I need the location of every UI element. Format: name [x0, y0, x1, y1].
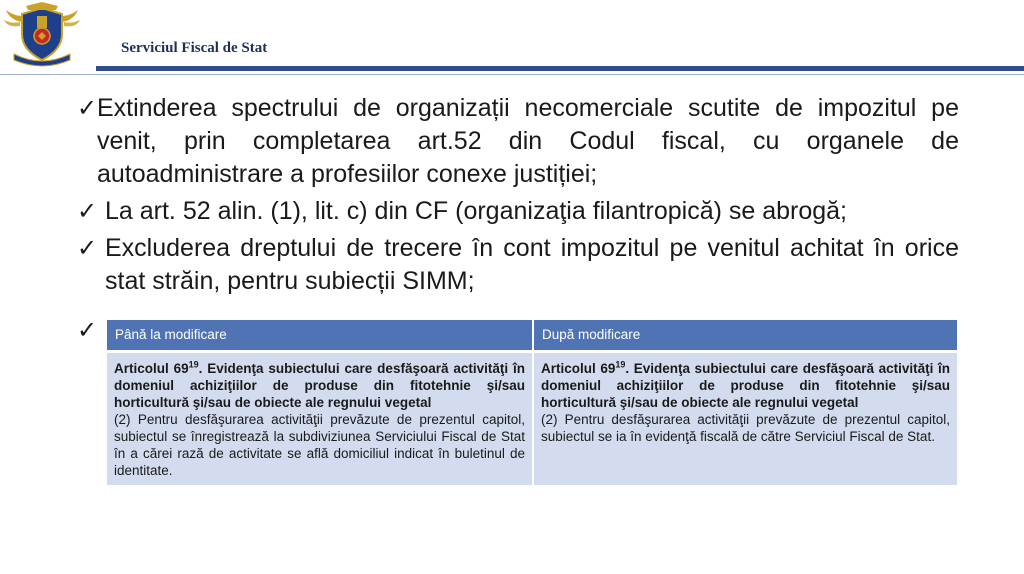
header-divider — [96, 66, 1024, 71]
bullet-item — [77, 232, 959, 298]
header-divider-thin — [0, 74, 1024, 75]
table-row — [107, 352, 957, 486]
bullet-text: Excluderea dreptului de trecere în cont impozitul pe venitul achitat în orice stat străin, pentru subiecții SIMM; — [105, 234, 959, 295]
column-header-before: Până la modificare — [107, 320, 533, 352]
bullet-item — [77, 195, 959, 228]
bullet-item — [77, 92, 959, 191]
article-body: (2) Pentru desfăşurarea activităţii prevăzute de prezentul capitol, subiectul se ia în evidenţă fiscală de către Serviciul Fiscal de Stat. — [541, 412, 950, 444]
bullet-text: Extinderea spectrului de organizații necomerciale scutite de impozitul pe venit, prin completarea art.52 din Codul fiscal, cu organele de autoadministrare a profesiilor conexe justiției; — [97, 94, 959, 188]
bullet-text: La art. 52 alin. (1), lit. c) din CF (organizaţia filantropică) se abrogă; — [105, 197, 848, 225]
bullet-list — [77, 92, 959, 302]
checkmark-icon: ✓ — [77, 317, 98, 344]
coat-of-arms-emblem-icon — [4, 2, 80, 70]
article-title: Articolul $69^{19}$. Evidenţa subiectului care desfăşoară activităţi în domeniul achiziţiilor de produse din fitotehnie şi/sau horticultură şi/sau de obiecte ale regnului vegetal — [541, 359, 950, 410]
column-header-after: După modificare — [533, 320, 957, 352]
checkmark-icon: ✓ — [77, 198, 98, 225]
organization-name: Serviciul Fiscal de Stat — [121, 40, 268, 56]
cell-before — [107, 352, 533, 486]
comparison-table — [107, 320, 957, 485]
checkmark-icon: ✓ — [77, 95, 98, 122]
article-body: (2) Pentru desfăşurarea activităţii prevăzute de prezentul capitol, subiectul se înregistrează la subdiviziunea Serviciului Fiscal de Stat în a cărei rază de activitate se află domiciliul indicat în buletinul de identitate. — [114, 412, 525, 478]
article-title: Articolul $69^{19}$. Evidenţa subiectului care desfăşoară activităţi în domeniul achiziţiilor de produse din fitotehnie şi/sau horticultură şi/sau de obiecte ale regnului vegetal — [114, 359, 525, 410]
checkmark-icon: ✓ — [77, 235, 98, 262]
cell-after — [533, 352, 957, 486]
table-header-row — [107, 320, 957, 352]
